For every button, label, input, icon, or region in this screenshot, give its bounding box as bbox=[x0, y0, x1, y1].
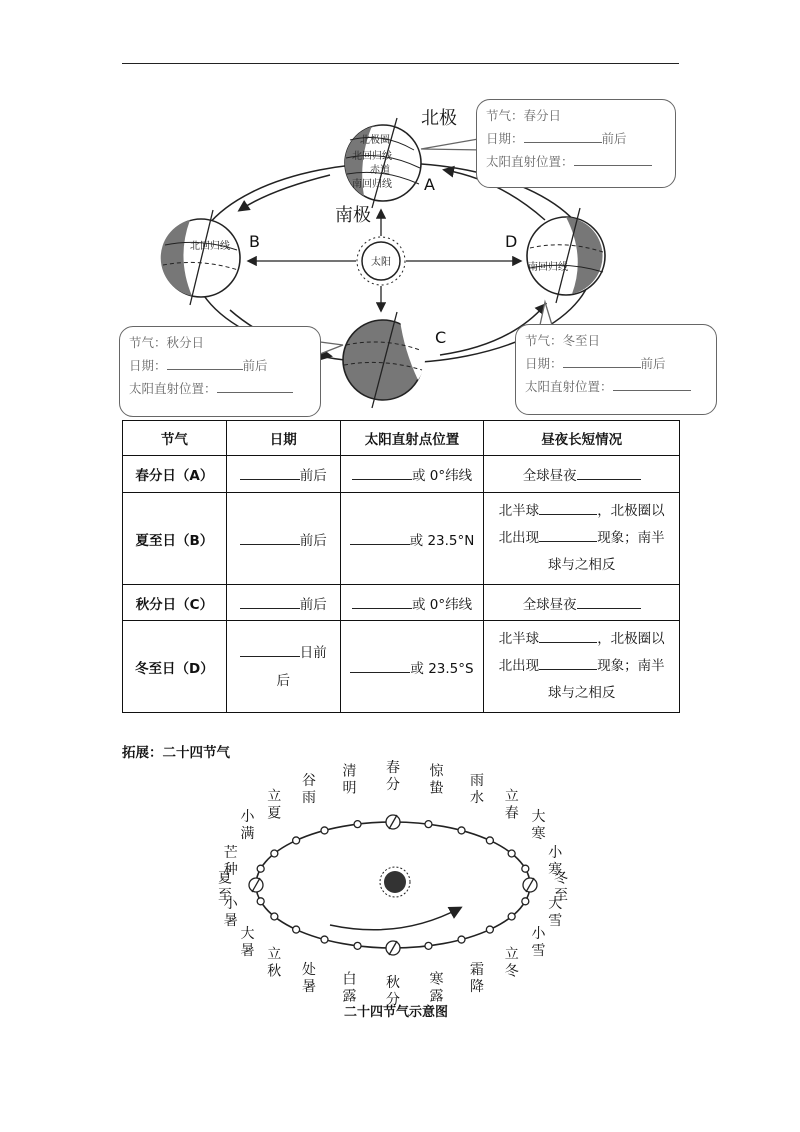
position-blank[interactable] bbox=[352, 594, 412, 609]
term-point bbox=[508, 850, 515, 857]
date-suffix: 前后 bbox=[299, 596, 327, 613]
term-label: 谷 bbox=[302, 773, 316, 790]
callout-autumn-date-suffix: 前后 bbox=[242, 358, 268, 373]
callout-autumn-date-blank[interactable] bbox=[167, 355, 243, 370]
term-label: 至 bbox=[218, 887, 232, 904]
term-point bbox=[425, 821, 432, 828]
term-point bbox=[293, 926, 300, 933]
term-label: 寒 bbox=[429, 971, 444, 988]
callout-spring-date-suffix: 前后 bbox=[601, 131, 627, 146]
terms-sun-icon bbox=[380, 867, 410, 897]
point-d-label: D bbox=[505, 232, 518, 251]
date-suffix: 前后 bbox=[299, 532, 327, 549]
day-night-text: ，北极圈以 bbox=[597, 503, 665, 519]
callout-winter-date-label: 日期： bbox=[525, 356, 563, 371]
callout-spring-date-label: 日期： bbox=[486, 131, 524, 146]
date-blank[interactable] bbox=[240, 465, 300, 480]
day-night-blank[interactable] bbox=[577, 594, 641, 609]
south-pole-label: 南极 bbox=[335, 205, 371, 226]
day-night-text: 球与之相反 bbox=[547, 685, 616, 701]
header-date: 日期 bbox=[226, 421, 340, 456]
table-row bbox=[123, 585, 680, 621]
day-night-text: 北出现 bbox=[498, 658, 540, 674]
callout-autumn-term: 节气：秋分日 bbox=[129, 335, 205, 350]
term-label: 分 bbox=[386, 992, 400, 1008]
term-label: 夏 bbox=[218, 870, 232, 887]
term-label: 立 bbox=[504, 788, 519, 805]
header-position: 太阳直射点位置 bbox=[340, 421, 484, 456]
callout-winter-position-label: 太阳直射位置： bbox=[525, 379, 613, 394]
term-label: 霜 bbox=[470, 961, 484, 978]
callout-autumn-position-label: 太阳直射位置： bbox=[129, 381, 217, 396]
term-point bbox=[522, 865, 529, 872]
term-point bbox=[321, 936, 328, 943]
position-suffix: 或 23.5°N bbox=[409, 532, 475, 549]
term-label: 暑 bbox=[302, 978, 316, 995]
term-point bbox=[321, 827, 328, 834]
term-label: 种 bbox=[223, 862, 238, 879]
term-label: 水 bbox=[470, 790, 484, 807]
term-point bbox=[522, 898, 529, 905]
row-name: 春分日（A） bbox=[123, 456, 227, 493]
extension-title: 拓展：二十四节气 bbox=[122, 745, 230, 761]
table-row bbox=[123, 621, 680, 713]
term-label: 大 bbox=[240, 926, 255, 942]
term-label: 降 bbox=[470, 978, 484, 995]
term-label: 处 bbox=[302, 961, 316, 978]
globe-a-line-1: 北极圈 bbox=[360, 135, 390, 146]
term-label: 满 bbox=[240, 826, 255, 842]
term-label: 明 bbox=[342, 780, 357, 797]
term-label: 立 bbox=[267, 946, 282, 963]
term-label: 秋 bbox=[386, 975, 400, 991]
globe-b-line: 北回归线 bbox=[190, 241, 230, 252]
position-blank[interactable] bbox=[352, 465, 412, 480]
term-label: 夏 bbox=[267, 805, 282, 822]
term-point bbox=[257, 865, 264, 872]
callout-spring-position-label: 太阳直射位置： bbox=[486, 154, 574, 169]
point-c-label: C bbox=[435, 328, 447, 347]
position-suffix: 或 0°纬线 bbox=[411, 468, 473, 484]
date-suffix: 前后 bbox=[299, 468, 327, 484]
term-point bbox=[271, 913, 278, 920]
term-label: 雨 bbox=[302, 790, 316, 807]
day-night-text: 北半球 bbox=[498, 503, 540, 519]
term-label: 露 bbox=[429, 988, 444, 1005]
sun-label: 太阳 bbox=[371, 257, 391, 268]
solar-terms-diagram bbox=[0, 760, 800, 1040]
callout-winter-position-blank[interactable] bbox=[613, 376, 691, 391]
term-label: 至 bbox=[554, 887, 568, 904]
day-night-blank[interactable] bbox=[539, 500, 597, 515]
term-point bbox=[354, 942, 361, 949]
callout-spring bbox=[476, 99, 676, 188]
table-row bbox=[123, 456, 680, 493]
day-night-text: ，北极圈以 bbox=[597, 631, 665, 647]
term-label: 白 bbox=[342, 971, 357, 988]
term-label: 立 bbox=[267, 788, 282, 805]
day-night-text: 球与之相反 bbox=[547, 557, 616, 573]
term-label: 分 bbox=[386, 777, 400, 793]
date-blank[interactable] bbox=[240, 642, 300, 657]
day-night-text: 现象；南半 bbox=[597, 530, 665, 546]
term-label: 春 bbox=[386, 760, 400, 776]
date-blank[interactable] bbox=[240, 594, 300, 609]
term-label: 小 bbox=[223, 895, 238, 912]
term-label: 雪 bbox=[548, 912, 563, 929]
position-blank[interactable] bbox=[350, 530, 410, 545]
term-point bbox=[293, 837, 300, 844]
term-point bbox=[486, 926, 493, 933]
position-suffix: 或 23.5°S bbox=[410, 660, 474, 677]
callout-autumn-position-blank[interactable] bbox=[217, 378, 293, 393]
globe-a bbox=[345, 118, 421, 208]
term-label: 清 bbox=[342, 763, 357, 780]
phenomenon-blank[interactable] bbox=[539, 527, 597, 542]
header-term: 节气 bbox=[123, 421, 227, 456]
day-night-text: 现象；南半 bbox=[597, 658, 665, 674]
table-header-row bbox=[123, 421, 680, 456]
point-a-label: A bbox=[424, 175, 435, 194]
term-point bbox=[425, 942, 432, 949]
callout-winter-term: 节气：冬至日 bbox=[525, 333, 601, 348]
term-label: 惊 bbox=[429, 763, 444, 780]
globe-a-line-4: 南回归线 bbox=[352, 179, 392, 190]
terms-direction-arrow bbox=[330, 908, 460, 930]
term-label: 大 bbox=[548, 895, 563, 912]
term-point bbox=[271, 850, 278, 857]
globe-d bbox=[527, 208, 605, 303]
phenomenon-blank[interactable] bbox=[539, 655, 597, 670]
day-night-text: 北出现 bbox=[498, 530, 540, 546]
term-label: 小 bbox=[531, 926, 546, 942]
callout-spring-position-blank[interactable] bbox=[574, 151, 652, 166]
callout-spring-date-blank[interactable] bbox=[524, 128, 602, 143]
term-label: 小 bbox=[240, 809, 255, 825]
day-night-text: 全球昼夜 bbox=[522, 596, 577, 613]
day-night-blank[interactable] bbox=[577, 465, 641, 480]
north-pole-label: 北极 bbox=[421, 108, 457, 129]
table-row bbox=[123, 493, 680, 585]
term-label: 露 bbox=[342, 988, 357, 1005]
callout-autumn bbox=[119, 326, 321, 417]
term-label: 暑 bbox=[240, 943, 255, 959]
terms-caption: 二十四节气示意图 bbox=[343, 1005, 449, 1020]
day-night-text: 全球昼夜 bbox=[522, 468, 577, 484]
callout-spring-term: 节气：春分日 bbox=[486, 108, 562, 123]
orbit-arrow-ab bbox=[240, 175, 330, 210]
term-point bbox=[486, 837, 493, 844]
term-point bbox=[257, 898, 264, 905]
day-night-blank[interactable] bbox=[539, 628, 597, 643]
callout-winter bbox=[515, 324, 717, 415]
globe-a-line-3: 赤道 bbox=[370, 165, 390, 176]
date-suffix: 日前 bbox=[299, 644, 327, 661]
term-label: 雪 bbox=[531, 943, 546, 959]
callout-autumn-date-label: 日期： bbox=[129, 358, 167, 373]
point-b-label: B bbox=[249, 232, 260, 251]
date-blank[interactable] bbox=[240, 530, 300, 545]
term-label: 春 bbox=[504, 805, 519, 822]
callout-winter-date-suffix: 前后 bbox=[640, 356, 666, 371]
term-label: 芒 bbox=[223, 845, 238, 862]
term-point bbox=[354, 821, 361, 828]
row-name: 冬至日（D） bbox=[123, 621, 227, 713]
term-label: 大 bbox=[531, 809, 546, 825]
term-label: 蛰 bbox=[429, 780, 444, 797]
term-label: 小 bbox=[548, 845, 563, 862]
row-name: 秋分日（C） bbox=[123, 585, 227, 621]
day-night-text: 北半球 bbox=[498, 631, 540, 647]
term-label: 冬 bbox=[504, 963, 519, 980]
term-label: 寒 bbox=[531, 826, 546, 842]
term-label: 立 bbox=[504, 946, 519, 963]
globe-b bbox=[161, 210, 240, 305]
term-label: 寒 bbox=[548, 862, 563, 879]
globe-d-line: 南回归线 bbox=[528, 262, 568, 273]
date-suffix: 后 bbox=[276, 672, 290, 689]
term-label: 秋 bbox=[267, 963, 282, 980]
term-point bbox=[458, 827, 465, 834]
position-blank[interactable] bbox=[350, 658, 410, 673]
term-label: 暑 bbox=[223, 912, 238, 929]
term-point bbox=[508, 913, 515, 920]
row-name: 夏至日（B） bbox=[123, 493, 227, 585]
term-label: 雨 bbox=[470, 773, 484, 790]
position-suffix: 或 0°纬线 bbox=[411, 596, 473, 613]
term-point bbox=[458, 936, 465, 943]
seasons-table bbox=[122, 420, 680, 713]
callout-winter-date-blank[interactable] bbox=[563, 353, 641, 368]
term-label: 冬 bbox=[554, 870, 568, 887]
globe-c bbox=[343, 312, 425, 408]
globe-a-line-2: 北回归线 bbox=[352, 151, 392, 162]
header-day-night: 昼夜长短情况 bbox=[484, 421, 680, 456]
